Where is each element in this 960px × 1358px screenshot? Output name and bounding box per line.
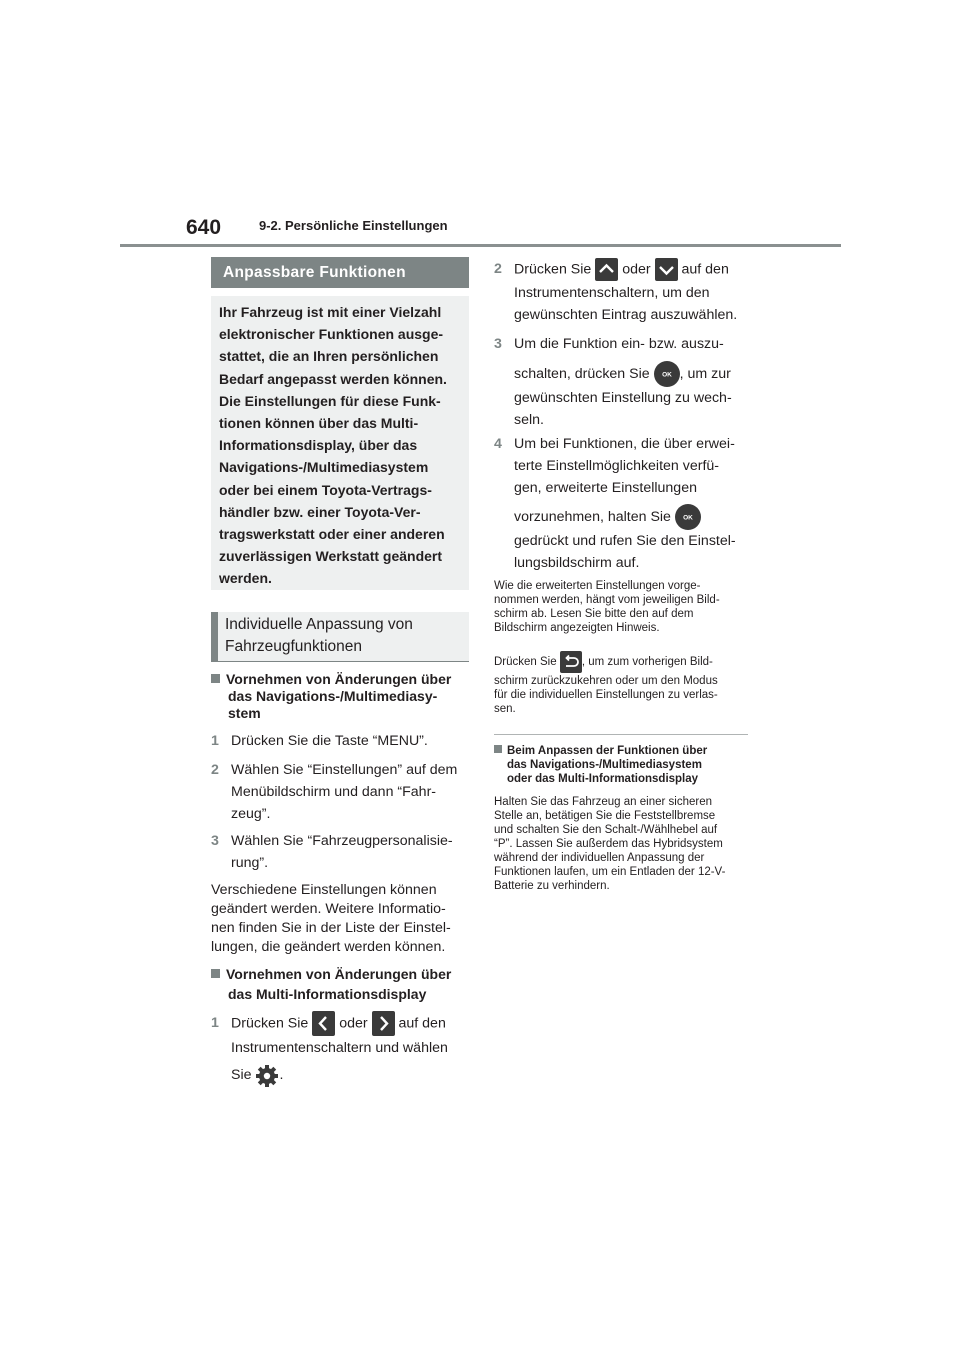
intro-box xyxy=(211,296,469,590)
paragraph-line: Halten Sie das Fahrzeug an einer sicheren xyxy=(494,796,712,808)
note-line: schirm zurückzukehren oder um den Modus xyxy=(494,675,718,687)
step-text: Drücken Sie die Taste “MENU”. xyxy=(231,733,428,749)
step-number: 1 xyxy=(211,1015,219,1032)
paragraph-line: Verschiedene Einstellungen können xyxy=(211,882,437,898)
intro-line: Ihr Fahrzeug ist mit einer Vielzahl xyxy=(219,304,442,320)
step-text: gen, erweiterte Einstellungen xyxy=(514,480,697,496)
step-text: vorzunehmen, halten Sie xyxy=(514,509,671,525)
step-number: 4 xyxy=(494,436,502,452)
note-advanced xyxy=(494,579,756,635)
paragraph-line: während der individuellen Anpassung der xyxy=(494,852,705,864)
step-text: Instrumentenschaltern und wählen xyxy=(231,1040,448,1057)
mid-heading xyxy=(211,966,451,1003)
right-step-2 xyxy=(494,258,756,326)
step-number: 2 xyxy=(211,762,219,778)
paragraph-line: Batterie zu verhindern. xyxy=(494,880,610,892)
step-text: . xyxy=(279,1067,284,1084)
intro-line: Informationsdisplay, über das xyxy=(219,437,418,454)
bullet-square-icon xyxy=(494,745,502,753)
chevron-down-icon xyxy=(655,258,678,281)
note-line: Bildschirm angezeigten Hinweis. xyxy=(494,622,660,634)
intro-line: oder bei einem Toyota-Vertrags- xyxy=(219,481,432,498)
bullet-square-icon xyxy=(211,969,220,978)
gear-icon xyxy=(255,1064,279,1088)
ok-label: OK xyxy=(683,514,693,522)
right-step-4 xyxy=(494,433,756,574)
step-text: gewünschten Eintrag auszuwählen. xyxy=(514,307,738,323)
note-back xyxy=(494,650,756,716)
bullet-square-icon xyxy=(211,674,220,683)
note-line: schirm ab. Lesen Sie bitte den auf dem xyxy=(494,608,694,620)
nav-paragraph xyxy=(211,881,473,957)
nav-heading-line: das Navigations-/Multimediasy- xyxy=(228,688,438,704)
intro-line: Die Einstellungen für diese Funk- xyxy=(219,392,441,409)
step-text: auf den xyxy=(681,261,729,278)
step-number: 1 xyxy=(211,733,219,749)
paragraph-line: und schalten Sie den Schalt-/Wählhebel auf xyxy=(494,824,718,836)
subsection-heading-line: Individuelle Anpassung von xyxy=(225,616,413,633)
nav-heading xyxy=(211,671,451,722)
note-line: , um zum vorherigen Bild- xyxy=(581,656,713,668)
intro-line: tragswerkstatt oder einer anderen xyxy=(219,526,445,543)
paragraph-line: Stelle an, betätigen Sie die Feststellbremse xyxy=(494,810,716,822)
ok-button-icon xyxy=(654,361,680,387)
note-line: für die individuellen Einstellungen zu verlas- xyxy=(494,689,718,701)
note-line: nommen werden, hängt vom jeweiligen Bild- xyxy=(494,594,720,606)
page-number: 640 xyxy=(186,216,222,239)
step-text: Menübildschirm und dann “Fahr- xyxy=(231,784,437,800)
step-text: schalten, drücken Sie xyxy=(514,366,650,382)
step-text: lungsbildschirm auf. xyxy=(514,555,640,572)
bottom-paragraph xyxy=(494,795,756,893)
intro-line: zuverlässigen Werkstatt geändert xyxy=(219,548,443,565)
paragraph-line: nen finden Sie in der Liste der Einstel- xyxy=(211,920,451,936)
bottom-heading-line: Beim Anpassen der Funktionen über xyxy=(507,745,708,757)
ok-label: OK xyxy=(661,371,672,379)
step-text: seln. xyxy=(514,412,544,429)
intro-line: elektronischer Funktionen ausge- xyxy=(219,326,444,343)
step-text: Sie xyxy=(231,1067,252,1084)
step-text: oder xyxy=(622,261,651,278)
intro-line: tionen können über das Multi- xyxy=(219,415,419,432)
step-text: Wählen Sie “Einstellungen” auf dem xyxy=(231,762,458,778)
paragraph-line: lungen, die geändert werden können. xyxy=(211,939,446,955)
bottom-heading-line: oder das Multi-Informationsdisplay xyxy=(507,773,699,785)
chevron-up-icon xyxy=(595,258,618,281)
paragraph-line: geändert werden. Weitere Informatio- xyxy=(211,901,446,917)
note-line: Wie die erweiterten Einstellungen vorge- xyxy=(494,580,701,592)
intro-line: Navigations-/Multimediasystem xyxy=(219,459,429,476)
step-text: Wählen Sie “Fahrzeugpersonalisie- xyxy=(231,833,453,849)
section-title: 9-2. Persönliche Einstellungen xyxy=(259,218,448,233)
ok-button-icon xyxy=(675,504,701,530)
nav-step-2 xyxy=(211,759,471,825)
bottom-heading-line: das Navigations-/Multimediasystem xyxy=(507,759,702,771)
step-text: Um die Funktion ein- bzw. auszu- xyxy=(514,336,724,352)
nav-step-3 xyxy=(211,830,471,874)
mid-step-1 xyxy=(211,1011,473,1088)
right-step-3 xyxy=(494,333,756,431)
step-text: gewünschten Einstellung zu wech- xyxy=(514,390,732,407)
step-text: terte Einstellmöglichkeiten verfü- xyxy=(514,458,720,474)
step-number: 3 xyxy=(494,336,502,352)
header-rule xyxy=(120,244,841,247)
step-text: rung”. xyxy=(231,855,269,871)
nav-heading-line: Vornehmen von Änderungen über xyxy=(226,671,452,687)
subsection-heading-line: Fahrzeugfunktionen xyxy=(225,638,363,655)
chevron-left-icon xyxy=(312,1011,335,1036)
nav-step-1 xyxy=(211,730,471,752)
step-text: oder xyxy=(339,1015,368,1032)
mid-heading-line: das Multi-Informationsdisplay xyxy=(228,986,427,1002)
intro-line: werden. xyxy=(219,570,272,587)
step-text: Um bei Funktionen, die über erwei- xyxy=(514,436,735,452)
intro-line: Bedarf angepasst werden können. xyxy=(219,370,447,387)
separator xyxy=(494,734,748,735)
step-text: Instrumentenschaltern, um den xyxy=(514,285,710,301)
step-text: zeug”. xyxy=(231,806,271,822)
subsection-heading xyxy=(211,612,469,662)
step-text: gedrückt und rufen Sie den Einstel- xyxy=(514,533,736,550)
step-number: 3 xyxy=(211,833,219,849)
note-line: sen. xyxy=(494,703,516,715)
intro-line: händler bzw. einer Toyota-Ver- xyxy=(219,503,421,520)
note-line: Drücken Sie xyxy=(494,656,557,668)
step-text: , um zur xyxy=(679,366,731,382)
section-banner: Anpassbare Funktionen xyxy=(211,257,469,288)
mid-heading-line: Vornehmen von Änderungen über xyxy=(226,966,452,982)
step-text: auf den xyxy=(398,1015,446,1032)
intro-line: stattet, die an Ihren persönlichen xyxy=(219,348,439,365)
step-text: Drücken Sie xyxy=(514,261,592,278)
back-arrow-icon xyxy=(560,651,582,673)
step-number: 2 xyxy=(494,261,502,278)
paragraph-line: Funktionen laufen, um ein Entladen der 12-V- xyxy=(494,866,726,878)
nav-heading-line: stem xyxy=(228,705,261,721)
paragraph-line: “P”. Lassen Sie außerdem das Hybridsystem xyxy=(494,838,723,850)
bottom-heading xyxy=(494,744,707,786)
chevron-right-icon xyxy=(372,1011,395,1036)
step-text: Drücken Sie xyxy=(231,1015,309,1032)
